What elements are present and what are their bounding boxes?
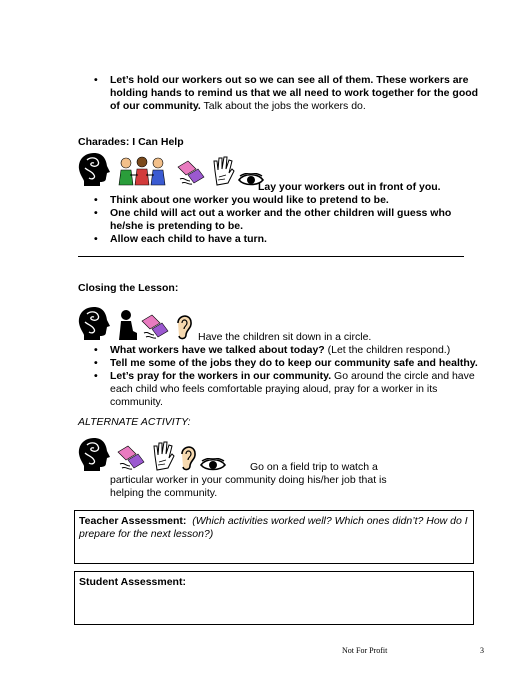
alternate-text: Go on a field trip to watch a particular worker in your community doing his/her job that is helping the community.: [110, 461, 387, 499]
student-assessment-label: Student Assessment:: [79, 576, 186, 588]
list-item: • What workers have we talked about today? (Let the children respond.): [82, 344, 482, 357]
list-item: • Think about one worker you would like to pretend to be.: [82, 194, 482, 207]
list-item: • One child will act out a worker and the other children will guess who he/she is pretending to be.: [82, 207, 482, 233]
ear-icon: [174, 311, 194, 341]
hands-gift-icon: [140, 311, 172, 341]
charades-heading: Charades: I Can Help: [78, 136, 184, 148]
charades-bullet-list: [82, 194, 482, 246]
closing-instruction: Have the children sit down in a circle.: [198, 331, 372, 343]
closing-bullet-list: [82, 344, 482, 409]
closing-icon-row: [76, 305, 194, 341]
teacher-assessment-label: Teacher Assessment:: [79, 515, 187, 527]
page-number: 3: [480, 646, 484, 655]
teacher-assessment-box: [74, 510, 474, 564]
charades-icon-row: [76, 151, 264, 187]
charades-instruction: Lay your workers out in front of you.: [258, 181, 441, 193]
intro-bullet: [82, 74, 482, 113]
hands-gift-icon: [176, 157, 208, 187]
children-group-icon: [116, 155, 174, 187]
head-silhouette-icon: [76, 305, 114, 341]
kneeling-person-icon: [116, 309, 138, 341]
list-item: • Let’s pray for the workers in our community. Go around the circle and have each child who feels comfortable praying aloud, pray for a worker in its community.: [82, 370, 482, 409]
closing-heading: Closing the Lesson:: [78, 282, 179, 294]
head-silhouette-icon: [76, 436, 114, 472]
head-silhouette-icon: [76, 151, 114, 187]
list-item: • Tell me some of the jobs they do to keep our community safe and healthy.: [82, 357, 482, 370]
raised-hand-icon: [210, 155, 236, 187]
intro-bullet-list: [82, 74, 482, 113]
teacher-assessment-prompt: (Which activities worked well? Which ones didn’t? How do I prepare for the next lesson?): [79, 515, 468, 540]
section-divider: [78, 256, 464, 257]
student-assessment-box: [74, 571, 474, 625]
intro-bullet-bold: Let’s hold our workers out so we can see all of them. These workers are holding hands to remind us that we all need to work together for the good of our community.: [110, 74, 479, 112]
alternate-heading: ALTERNATE ACTIVITY:: [78, 416, 191, 428]
list-item: • Allow each child to have a turn.: [82, 233, 482, 246]
intro-bullet-plain: Talk about the jobs the workers do.: [200, 100, 366, 112]
footer-note: Not For Profit: [342, 646, 388, 655]
